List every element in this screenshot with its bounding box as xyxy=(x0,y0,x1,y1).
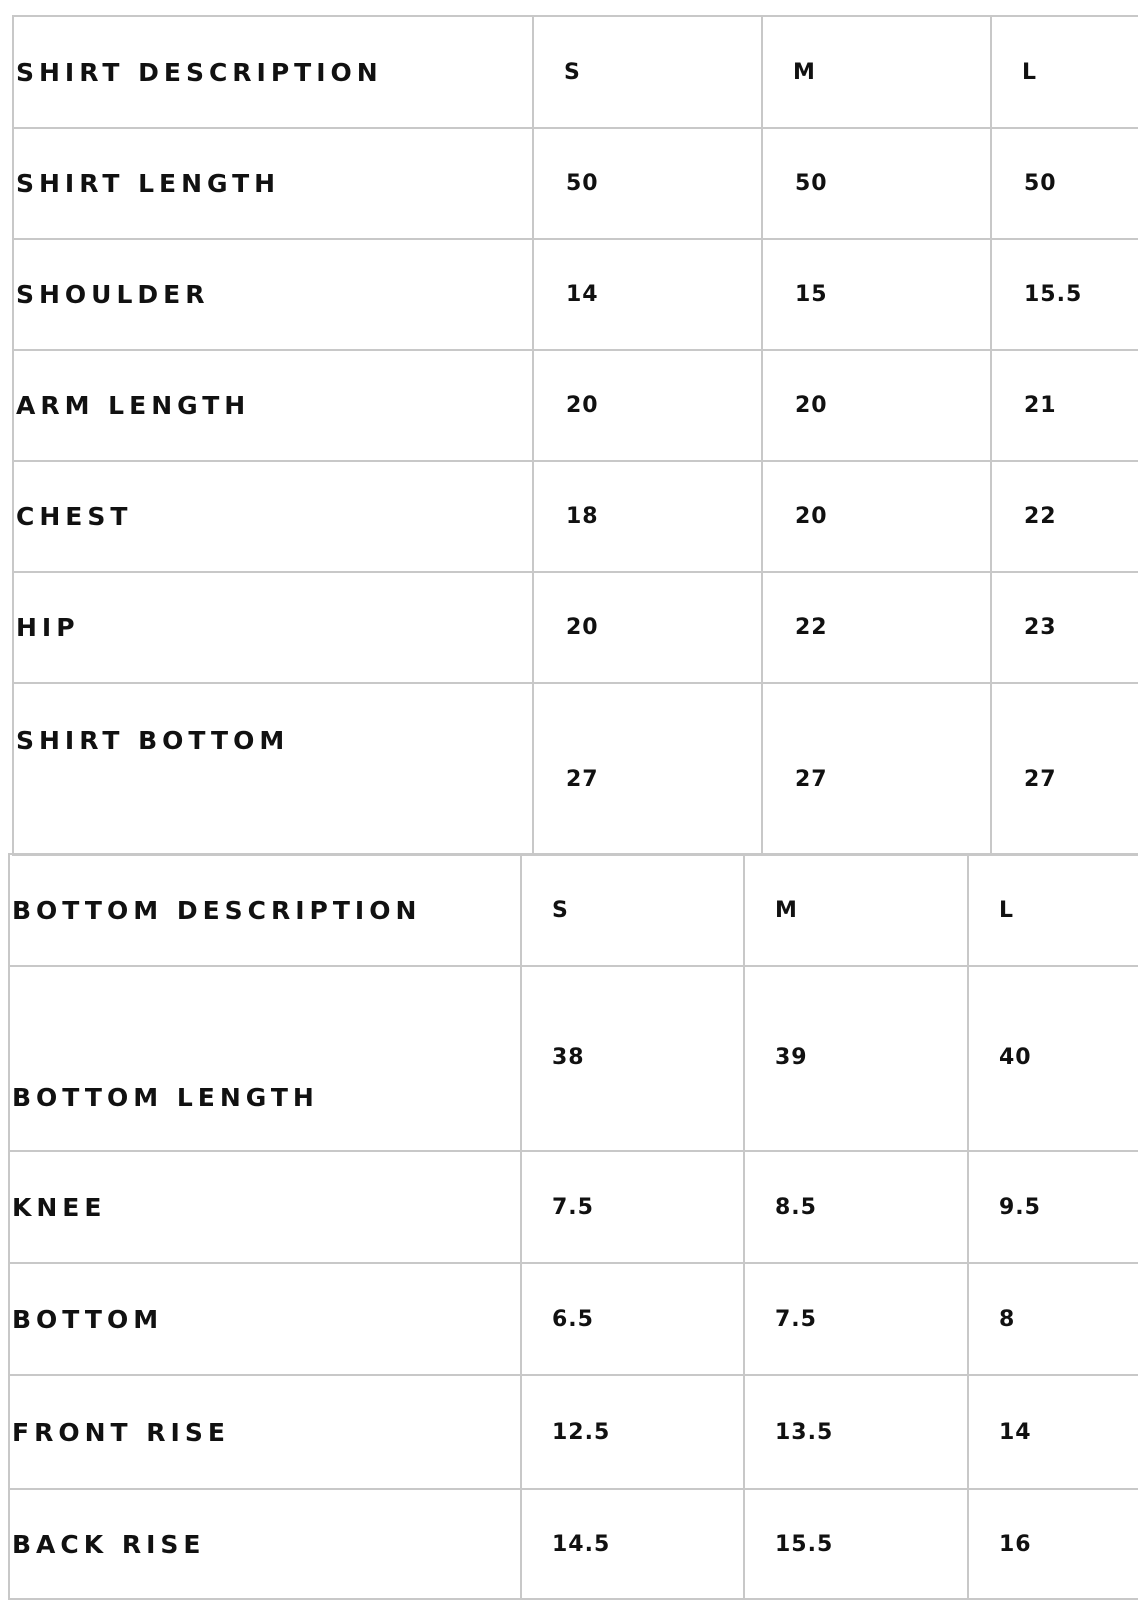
header-cell-l: L xyxy=(991,16,1138,128)
cell-m: 7.5 xyxy=(744,1263,968,1375)
table-header-row xyxy=(9,854,1138,966)
row-label: SHIRT LENGTH xyxy=(13,128,533,239)
cell-m: 8.5 xyxy=(744,1151,968,1263)
row-label: CHEST xyxy=(13,461,533,572)
cell-m: 39 xyxy=(744,966,968,1151)
row-label: SHOULDER xyxy=(13,239,533,350)
cell-l: 16 xyxy=(968,1489,1138,1599)
row-label: FRONT RISE xyxy=(9,1375,521,1489)
header-cell-m: M xyxy=(744,854,968,966)
header-cell-s: S xyxy=(521,854,744,966)
table-row xyxy=(13,128,1138,239)
table-row xyxy=(13,683,1138,855)
cell-s: 14.5 xyxy=(521,1489,744,1599)
cell-m: 22 xyxy=(762,572,991,683)
row-label: BOTTOM LENGTH xyxy=(9,966,521,1151)
table-row xyxy=(9,1263,1138,1375)
cell-s: 7.5 xyxy=(521,1151,744,1263)
cell-l: 14 xyxy=(968,1375,1138,1489)
table-row xyxy=(13,461,1138,572)
header-cell-m: M xyxy=(762,16,991,128)
table-row xyxy=(13,350,1138,461)
table-row xyxy=(9,1375,1138,1489)
cell-s: 50 xyxy=(533,128,762,239)
cell-l: 8 xyxy=(968,1263,1138,1375)
cell-l: 9.5 xyxy=(968,1151,1138,1263)
cell-m: 20 xyxy=(762,350,991,461)
table-row xyxy=(13,239,1138,350)
row-label: KNEE xyxy=(9,1151,521,1263)
row-label: BACK RISE xyxy=(9,1489,521,1599)
cell-s: 6.5 xyxy=(521,1263,744,1375)
row-label: HIP xyxy=(13,572,533,683)
cell-l: 50 xyxy=(991,128,1138,239)
cell-m: 27 xyxy=(762,683,991,855)
cell-l: 15.5 xyxy=(991,239,1138,350)
shirt-size-table xyxy=(12,15,1138,856)
header-cell-s: S xyxy=(533,16,762,128)
row-label: ARM LENGTH xyxy=(13,350,533,461)
cell-l: 22 xyxy=(991,461,1138,572)
cell-m: 13.5 xyxy=(744,1375,968,1489)
table-row xyxy=(9,1151,1138,1263)
header-cell-description: SHIRT DESCRIPTION xyxy=(13,16,533,128)
cell-m: 50 xyxy=(762,128,991,239)
cell-l: 23 xyxy=(991,572,1138,683)
cell-s: 14 xyxy=(533,239,762,350)
cell-m: 15.5 xyxy=(744,1489,968,1599)
row-label: BOTTOM xyxy=(9,1263,521,1375)
header-cell-l: L xyxy=(968,854,1138,966)
table-row xyxy=(9,1489,1138,1599)
cell-s: 20 xyxy=(533,572,762,683)
cell-l: 21 xyxy=(991,350,1138,461)
cell-s: 12.5 xyxy=(521,1375,744,1489)
cell-m: 15 xyxy=(762,239,991,350)
table-header-row xyxy=(13,16,1138,128)
bottom-size-table xyxy=(8,853,1138,1600)
cell-s: 38 xyxy=(521,966,744,1151)
cell-s: 18 xyxy=(533,461,762,572)
cell-s: 20 xyxy=(533,350,762,461)
cell-l: 40 xyxy=(968,966,1138,1151)
cell-s: 27 xyxy=(533,683,762,855)
table-row xyxy=(13,572,1138,683)
header-cell-description: BOTTOM DESCRIPTION xyxy=(9,854,521,966)
cell-m: 20 xyxy=(762,461,991,572)
cell-l: 27 xyxy=(991,683,1138,855)
table-row xyxy=(9,966,1138,1151)
row-label: SHIRT BOTTOM xyxy=(13,683,533,855)
